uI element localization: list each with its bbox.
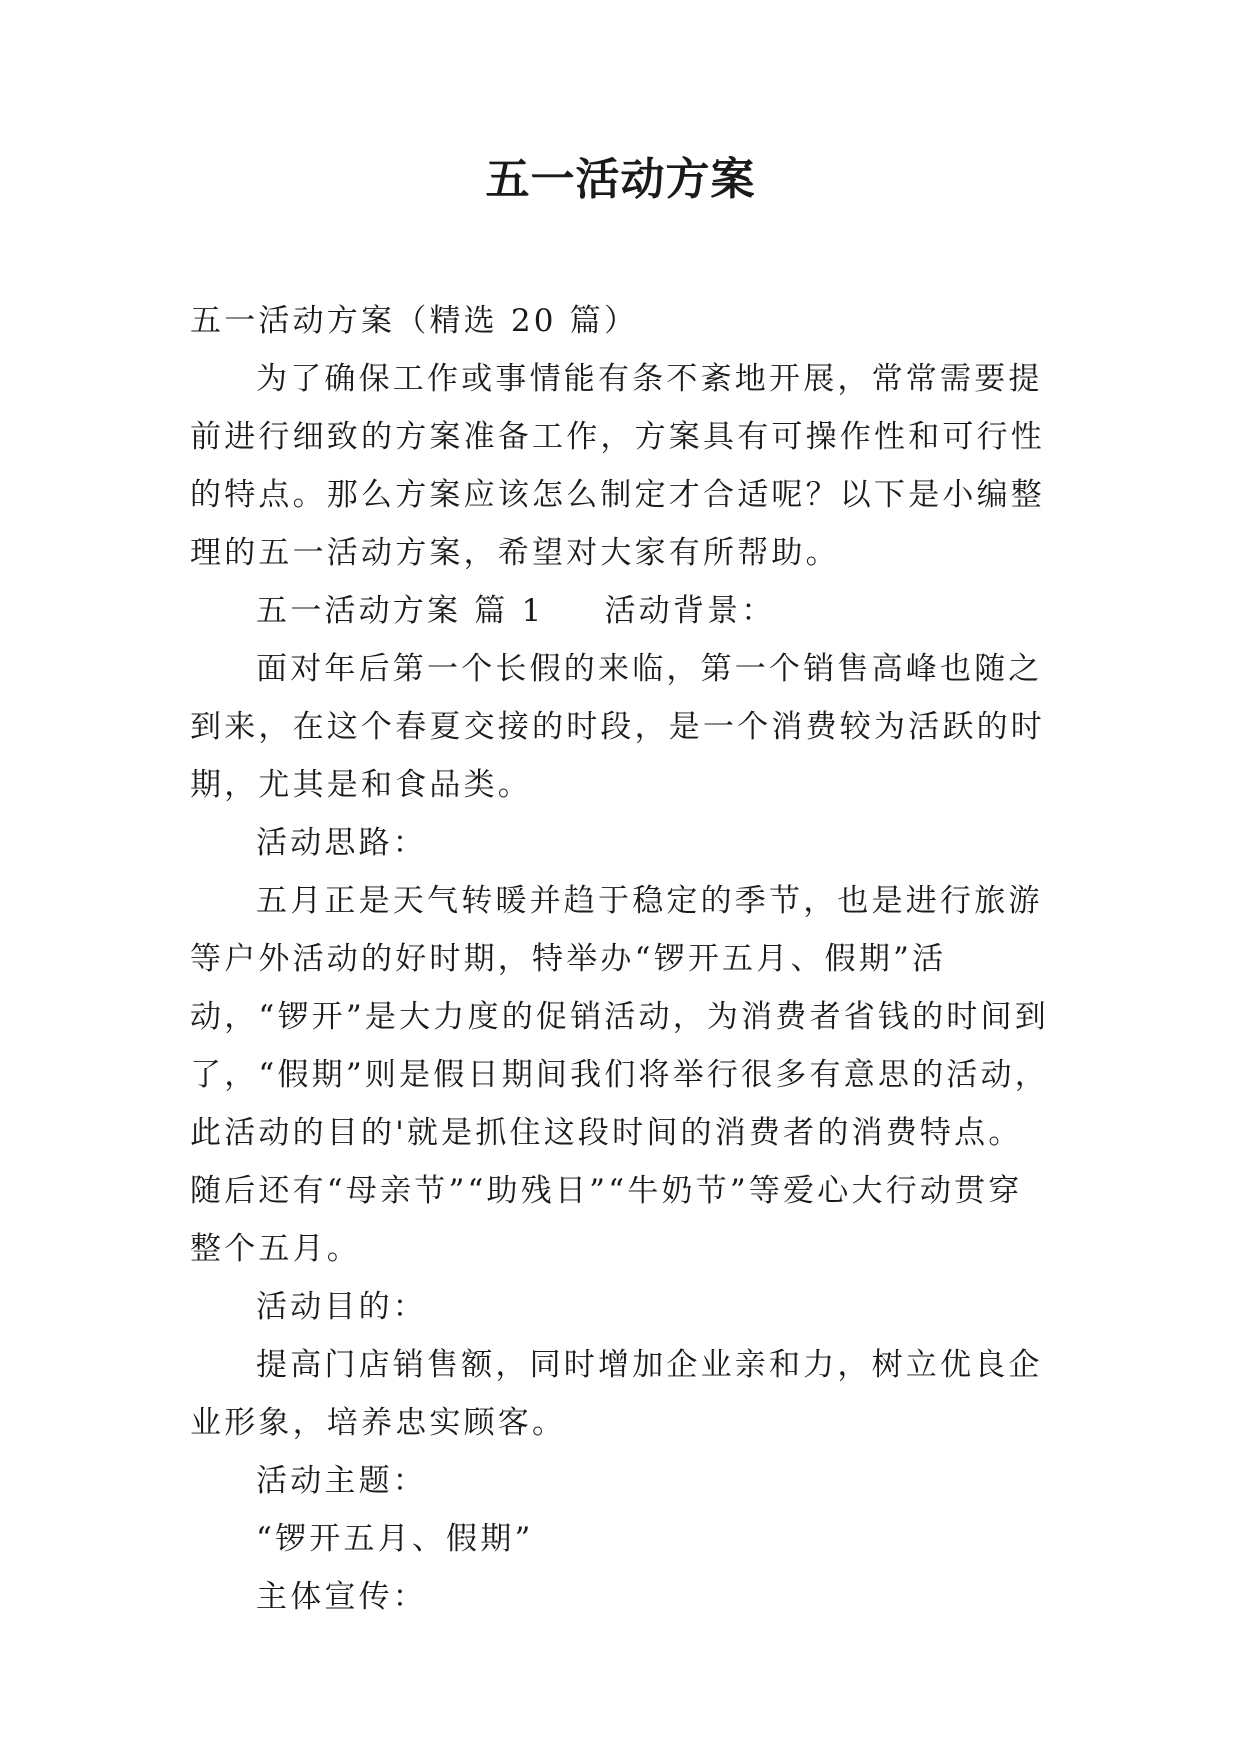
purpose-label: 活动目的： [256, 1289, 427, 1325]
background-paragraph: 面对年后第一个长假的来临，第一个销售高峰也随之到来，在这个春夏交接的时段，是一个消费较为活跃的时期，尤其是和食品类。 [190, 651, 1045, 803]
section-heading-line [190, 582, 1055, 640]
promo-label: 主体宣传： [256, 1579, 427, 1615]
background-label: 活动背景： [604, 593, 776, 629]
document-body [190, 292, 1055, 1626]
section-heading: 五一活动方案 篇 1 [256, 593, 545, 629]
theme-paragraph: “锣开五月、假期” [256, 1521, 534, 1557]
document-subtitle: 五一活动方案（精选 20 篇） [190, 303, 639, 339]
document-title: 五一活动方案 [485, 154, 756, 205]
idea-paragraph: 五月正是天气转暖并趋于稳定的季节，也是进行旅游等户外活动的好时期，特举办“锣开五月、假期”活动，“锣开”是大力度的促销活动，为消费者省钱的时间到了，“假期”则是假日期间我们将举行很多有意思的活动，此活动的目的'就是抓住这段时间的消费者的消费特点。随后还有“母亲节”“助残日”“牛奶节”等爱心大行动贯穿整个五月。 [190, 883, 1049, 1267]
theme-label: 活动主题： [256, 1463, 427, 1499]
idea-label: 活动思路： [256, 825, 427, 861]
purpose-paragraph: 提高门店销售额，同时增加企业亲和力，树立优良企业形象，培养忠实顾客。 [190, 1347, 1043, 1441]
intro-paragraph: 为了确保工作或事情能有条不紊地开展，常常需要提前进行细致的方案准备工作，方案具有可操作性和可行性的特点。那么方案应该怎么制定才合适呢？以下是小编整理的五一活动方案，希望对大家有所帮助。 [190, 361, 1045, 571]
